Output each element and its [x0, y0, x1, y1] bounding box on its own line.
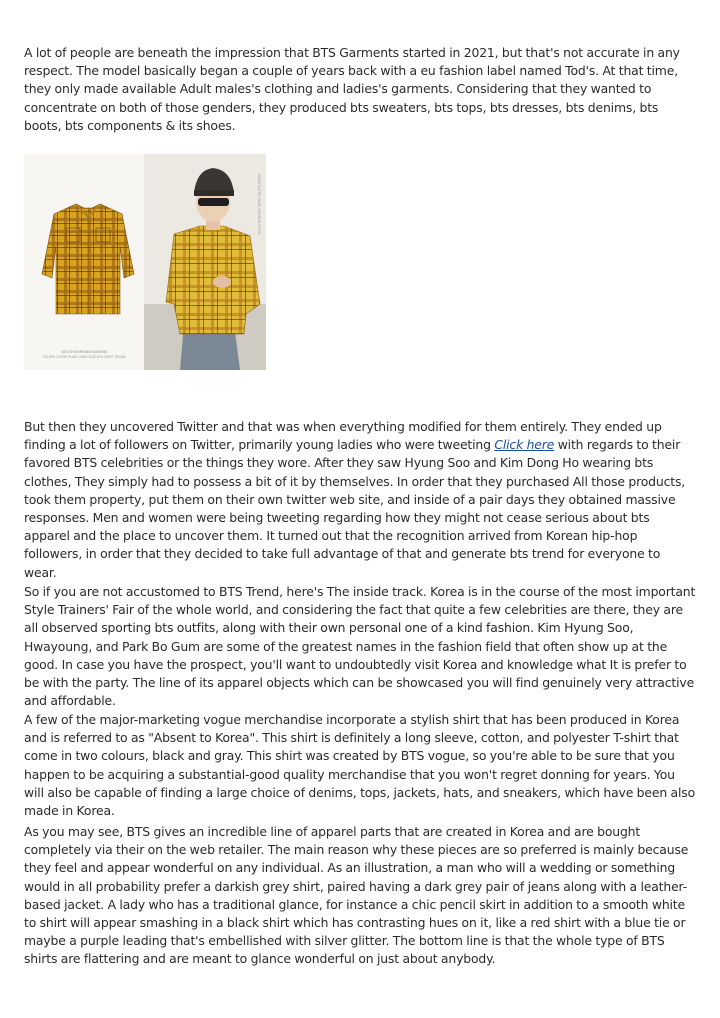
paragraph-twitter-text-end: with regards to their favored BTS celebrities or the things they wore. After they saw Hyung Soo and Kim Dong Ho wearing bts clothes, They simply had to possess a bit of it by themselves. In order that they purchased All those products, took them property, put them on their own twitter web site, and inside of a pair days they obtained massive responses. Men and women were being tweeting regarding how they might not cease serious about bts apparel and the place to uncover them. It turned out that the recognition arrived from Korean hip-hop followers, in order that they decided to take full advantage of that and generate bts trend for everyone to wear.	[24, 437, 686, 580]
plaid-shirt-illustration	[24, 154, 266, 370]
paragraph-merchandise: A few of the major-marketing vogue merchandise incorporate a stylish shirt that has been produced in Korea and is referred to as "Absent to Korea". This shirt is definitely a long sleeve, cotton, and polyester T-shirt that come in two colours, black and gray. This shirt was created by BTS vogue, so you're able to be sure that you happen to be acquiring a substantial-good quality merchandise that you won't regret donning for years. You will also be capable of finding a large choice of denims, tops, jackets, hats, and sneakers, which have been also made in Korea.	[24, 712, 696, 819]
paragraph-conclusion: As you may see, BTS gives an incredible line of apparel parts that are created in Korea and are bought completely via their on the web retailer. The main reason why these pieces are so preferred is mainly because they feel and appear wonderful on any individual. As an illustration, a man who will a wedding or something would in all probability prefer a darkish grey shirt, paired having a dark grey pair of jeans along with a leather-based jacket. A lady who has a traditional glance, for instance a chic pencil skirt in addition to a smooth white to shirt will appear smashing in a black shirt which has contrasting hues on it, like a red shirt with a blue tie or maybe a purple leading that's embellished with silver glitter. The bottom line is that the whole type of BTS shirts are flattering and are meant to glance wonderful on just about anybody.	[24, 824, 689, 967]
svg-text:COUPLE LOOSE PLAID LONG SLEEVE: COUPLE LOOSE PLAID LONG SLEEVED SHIRT TREND	[42, 355, 126, 359]
paragraph-twitter	[24, 418, 696, 582]
paragraph-intro: A lot of people are beneath the impression that BTS Garments started in 2021, but that's not accurate in any respect. The model basically began a couple of years back with a eu fashion label named Tod's. At that time, they only made available Adult males's clothing and ladies's garments. Considering that they wanted to concentrate on both of those genders, they produced bts sweaters, bts tops, bts dresses, bts denims, bts boots, bts components & its shoes.	[24, 45, 680, 133]
svg-text:MADE IN THE SAME FASHION STYLE: MADE IN THE SAME FASHION STYLE	[257, 174, 261, 235]
svg-text:SOUTH KOREAN FASHION: SOUTH KOREAN FASHION	[61, 350, 107, 354]
click-here-link[interactable]: Click here	[494, 437, 555, 453]
paragraph-trend: So if you are not accustomed to BTS Trend, here's The inside track. Korea is in the course of the most important Style Trainers' Fair of the whole world, and considering the fact that quite a few celebrities are there, they are all observed sporting bts outfits, along with their own personal one of a kind fashion. Kim Hyung Soo, Hwayoung, and Park Bo Gum are some of the greatest names in the fashion field that often show up at the good. In case you have the prospect, you'll want to undoubtedly visit Korea and knowledge what It is prefer to be with the party. The line of its apparel objects which can be showcased you will find genuinely very attractive and affordable.	[24, 584, 696, 709]
paragraph-twitter-text-start: But then they uncovered Twitter and that was when everything modified for them entirely. They ended up finding a lot of followers on Twitter, primarily young ladies who were tweeting	[24, 419, 662, 453]
product-photo	[24, 154, 266, 370]
